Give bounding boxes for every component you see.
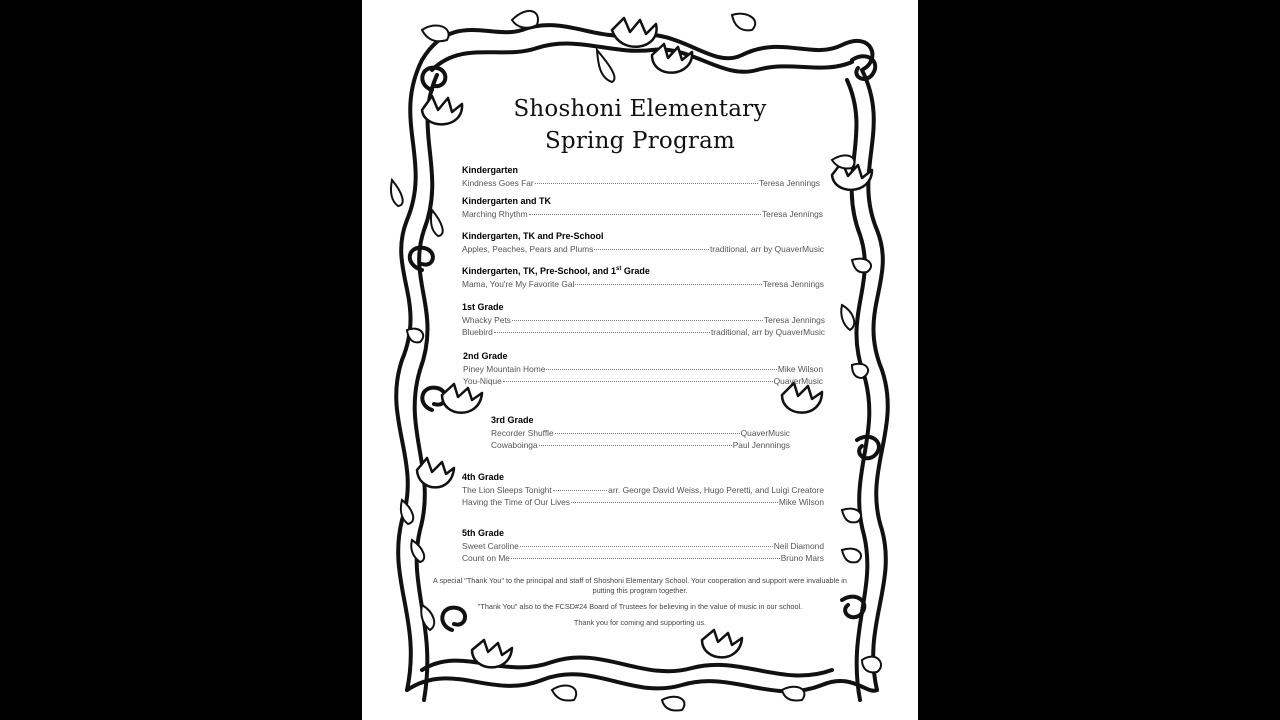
dot-leader (594, 249, 709, 250)
program-row (463, 363, 823, 375)
section-heading: 5th Grade (462, 528, 505, 538)
song-title: The Lion Sleeps Tonight (462, 485, 552, 495)
program-section (462, 266, 824, 290)
dot-leader (529, 214, 761, 215)
program-title-line-2: Spring Program (544, 128, 736, 154)
section-heading: 2nd Grade (463, 351, 508, 361)
composer-name: Mike Wilson (777, 364, 823, 374)
program-section (463, 351, 823, 387)
composer-name: Teresa Jennings (762, 209, 823, 219)
composer-name: traditional, arr by QuaverMusic (709, 244, 824, 254)
program-row (491, 427, 790, 439)
song-title: You-Nique (463, 376, 502, 386)
composer-name: arr. George David Weiss, Hugo Peretti, and Luigi Creatore (608, 485, 824, 495)
composer-name: Mike Wilson (778, 497, 824, 507)
program-row (462, 540, 824, 552)
composer-name: Bruno Mars (780, 553, 824, 563)
program-section (462, 231, 824, 255)
section-heading: Kindergarten, TK and Pre-School (462, 231, 604, 241)
program-row (462, 278, 824, 290)
dot-leader (539, 445, 732, 446)
composer-name: Teresa Jennings (763, 279, 824, 289)
song-title: Cowaboinga (491, 440, 538, 450)
composer-name: Neil Diamond (773, 541, 824, 551)
dot-leader (571, 502, 778, 503)
song-title: Kindness Goes Far (462, 178, 534, 188)
program-section (462, 165, 820, 189)
dot-leader (511, 558, 780, 559)
section-heading: 1st Grade (462, 302, 504, 312)
dot-leader (494, 332, 710, 333)
song-title: Recorder Shuffle (491, 428, 554, 438)
thank-you-note-audience: Thank you for coming and supporting us. (573, 618, 707, 627)
program-row (462, 326, 825, 338)
dot-leader (512, 320, 763, 321)
song-title: Count on Me (462, 553, 510, 563)
program-row (462, 243, 824, 255)
dot-leader (535, 183, 758, 184)
song-title: Marching Rhythm (462, 209, 528, 219)
song-title: Bluebird (462, 327, 493, 337)
section-heading: 3rd Grade (491, 415, 534, 425)
program-section (462, 472, 824, 508)
composer-name: traditional, arr by QuaverMusic (710, 327, 825, 337)
song-title: Apples, Peaches, Pears and Plums (462, 244, 594, 254)
song-title: Piney Mountain Home (463, 364, 546, 374)
dot-leader (503, 381, 773, 382)
program-section (462, 528, 824, 564)
program-row (491, 439, 790, 451)
composer-name: QuaverMusic (740, 428, 790, 438)
program-row (462, 484, 824, 496)
section-heading: Kindergarten and TK (462, 196, 552, 206)
dot-leader (555, 433, 740, 434)
section-heading: Kindergarten (462, 165, 519, 175)
dot-leader (546, 369, 776, 370)
dot-leader (575, 284, 762, 285)
composer-name: Teresa Jennings (759, 178, 820, 188)
program-section (462, 302, 825, 338)
program-section (462, 196, 823, 220)
program-row (462, 314, 825, 326)
program-row (462, 177, 820, 189)
composer-name: QuaverMusic (773, 376, 823, 386)
dot-leader (520, 546, 773, 547)
program-row (462, 552, 824, 564)
program-title-line-1: Shoshoni Elementary (513, 96, 767, 122)
program-row (462, 496, 824, 508)
thank-you-note-board: "Thank You" also to the FCSD#24 Board of Trustees for believing in the value of music in our school. (477, 602, 803, 611)
thank-you-note-staff: A special "Thank You" to the principal and staff of Shoshoni Elementary School. Your cooperation and support were invaluable in putting this program together. (433, 576, 847, 595)
section-heading: 4th Grade (462, 472, 505, 482)
composer-name: Paul Jennnings (732, 440, 790, 450)
song-title: Sweet Caroline (462, 541, 519, 551)
program-section (491, 415, 790, 451)
composer-name: Teresa Jennings (764, 315, 825, 325)
program-row (463, 375, 823, 387)
program-row (462, 208, 823, 220)
song-title: Mama, You're My Favorite Gal (462, 279, 575, 289)
program-page (362, 0, 918, 720)
section-heading: Kindergarten, TK, Pre-School, and 1st Grade (462, 266, 650, 276)
song-title: Whacky Pets (462, 315, 511, 325)
dot-leader (553, 490, 607, 491)
song-title: Having the Time of Our Lives (462, 497, 570, 507)
